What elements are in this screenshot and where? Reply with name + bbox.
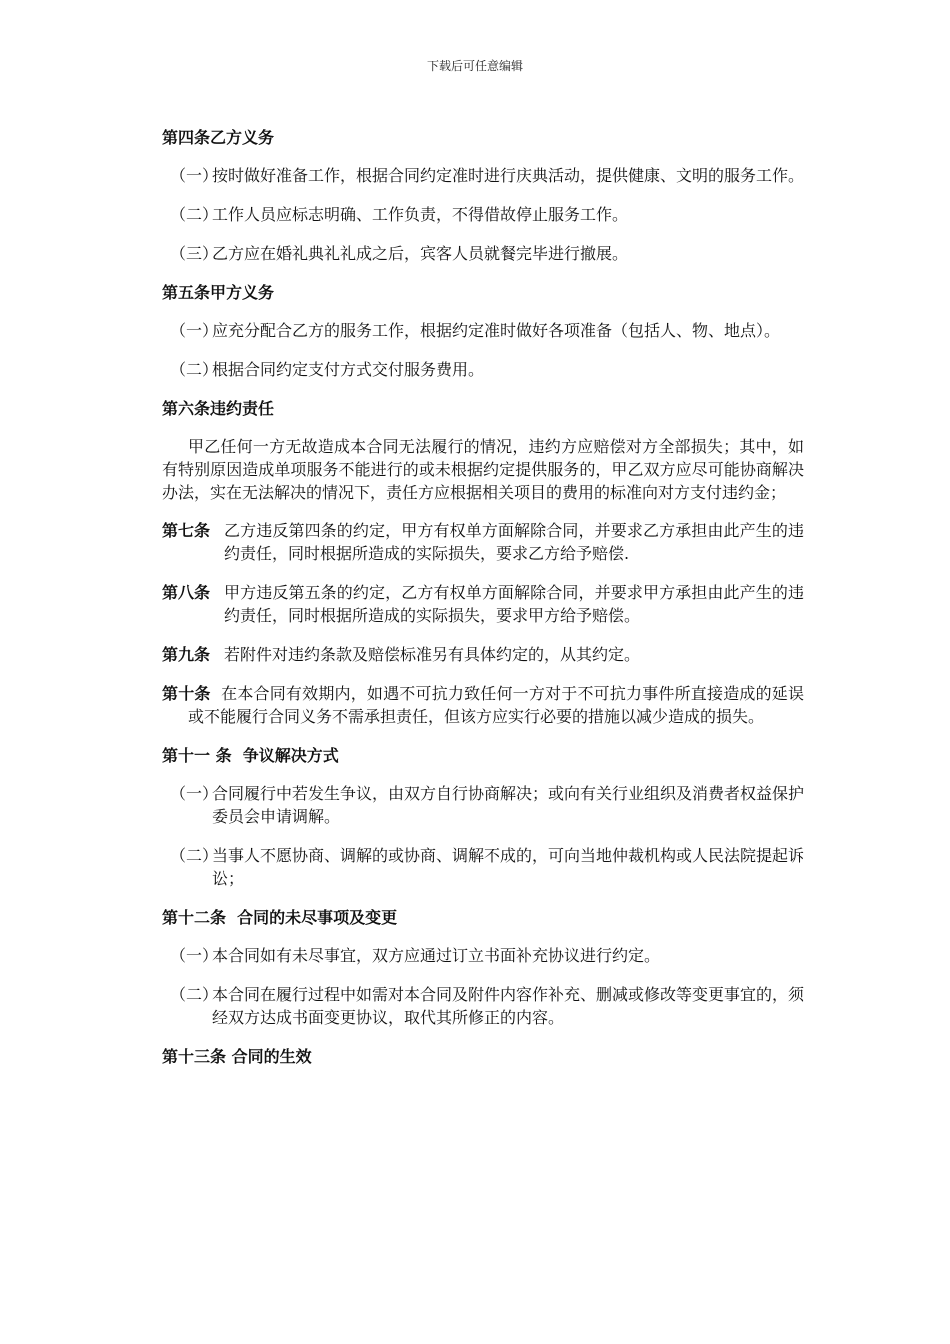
- item-text: 乙方应在婚礼典礼礼成之后，宾客人员就餐完毕进行撤展。: [212, 244, 629, 263]
- item-text: 本合同在履行过程中如需对本合同及附件内容作补充、删减或修改等变更事宜的，须经双方达成书面变更协议，取代其所修正的内容。: [212, 985, 805, 1027]
- section-11-item-2: [162, 844, 804, 890]
- item-number: （一）: [170, 784, 219, 803]
- section-6-paragraph: 甲乙任何一方无故造成本合同无法履行的情况，违约方应赔偿对方全部损失；其中，如有特别原因造成单项服务不能进行的或未根据约定提供服务的，甲乙双方应尽可能协商解决办法，实在无法解决的情况下，责任方应根据相关项目的费用的标准向对方支付违约金；: [162, 437, 804, 502]
- section-12-title: 第十二条 合同的未尽事项及变更: [162, 908, 398, 927]
- article-text: 若附件对违约条款及赔偿标准另有具体约定的，从其约定。: [224, 645, 641, 664]
- section-4-item-3: [162, 242, 804, 265]
- section-5-title: 第五条甲方义务: [162, 283, 275, 302]
- article-label: 第八条: [162, 583, 211, 602]
- item-number: （二）: [170, 360, 219, 379]
- item-text: 根据合同约定支付方式交付服务费用。: [212, 360, 485, 379]
- item-text: 当事人不愿协商、调解的或协商、调解不成的，可向当地仲裁机构或人民法院提起诉讼；: [212, 846, 805, 888]
- section-4-item-1: [162, 164, 804, 187]
- item-number: （一）: [170, 321, 219, 340]
- section-12-item-2: [162, 983, 804, 1029]
- item-text: 本合同如有未尽事宜，双方应通过订立书面补充协议进行约定。: [212, 946, 661, 965]
- item-number: （二）: [170, 205, 219, 224]
- section-5-item-1: [162, 319, 804, 342]
- item-text: 应充分配合乙方的服务工作，根据约定准时做好各项准备（包括人、物、地点）。: [212, 321, 781, 340]
- article-text: 乙方违反第四条的约定，甲方有权单方面解除合同，并要求乙方承担由此产生的违约责任，同时根据所造成的实际损失，要求乙方给予赔偿.: [224, 521, 804, 563]
- item-number: （一）: [170, 946, 219, 965]
- article-8: [162, 581, 804, 627]
- section-5-item-2: [162, 358, 804, 381]
- article-label: 第七条: [162, 521, 211, 540]
- item-number: （一）: [170, 166, 219, 185]
- section-13-title: 第十三条 合同的生效: [162, 1047, 312, 1066]
- item-text: 按时做好准备工作，根据合同约定准时进行庆典活动，提供健康、文明的服务工作。: [212, 166, 805, 185]
- article-7: [162, 519, 804, 565]
- article-text: 在本合同有效期内，如遇不可抗力致任何一方对于不可抗力事件所直接造成的延误或不能履行合同义务不需承担责任，但该方应实行必要的措施以减少造成的损失。: [188, 684, 804, 726]
- contract-body: [162, 126, 804, 1083]
- section-4-item-2: [162, 203, 804, 226]
- article-10: [162, 682, 804, 728]
- section-11-item-1: [162, 782, 804, 828]
- item-number: （三）: [170, 244, 219, 263]
- article-label: 第九条: [162, 645, 211, 664]
- article-9: [162, 643, 804, 666]
- article-label: 第十条: [162, 684, 211, 703]
- section-4-title: 第四条乙方义务: [162, 128, 275, 147]
- item-text: 工作人员应标志明确、工作负责，不得借故停止服务工作。: [212, 205, 629, 224]
- section-11-title: 第十一 条 争议解决方式: [162, 746, 339, 765]
- page-header: 下载后可任意编辑: [426, 59, 523, 73]
- item-number: （二）: [170, 985, 219, 1004]
- section-6-title: 第六条违约责任: [162, 399, 275, 418]
- section-12-item-1: [162, 944, 804, 967]
- item-number: （二）: [170, 846, 219, 865]
- article-text: 甲方违反第五条的约定，乙方有权单方面解除合同，并要求甲方承担由此产生的违约责任，同时根据所造成的实际损失，要求甲方给予赔偿。: [224, 583, 804, 625]
- item-text: 合同履行中若发生争议，由双方自行协商解决；或向有关行业组织及消费者权益保护委员会申请调解。: [212, 784, 805, 826]
